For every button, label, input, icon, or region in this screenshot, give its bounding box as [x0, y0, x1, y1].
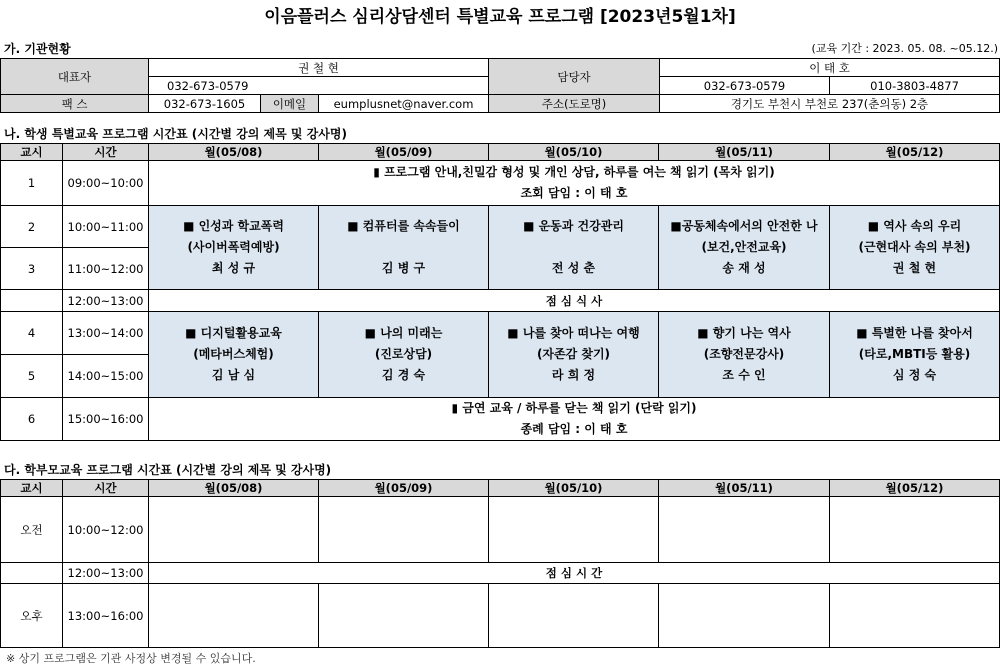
- pm-label: 오후: [1, 584, 63, 648]
- col-header: 월(05/08): [149, 144, 319, 161]
- col-header: 월(05/12): [830, 480, 1000, 497]
- closing-title: ▮ 금연 교육 / 하루를 닫는 책 읽기 (단락 읽기): [451, 401, 697, 415]
- time-slot: 15:00~16:00: [63, 398, 149, 441]
- education-period: (교육 기간 : 2023. 05. 08. ~05.12.): [811, 42, 998, 55]
- lecture-cell: [830, 206, 1000, 290]
- lecture-teacher: 김 남 심: [211, 368, 256, 382]
- empty-cell: [319, 497, 489, 563]
- manager-phone: 032-673-0579: [660, 77, 830, 95]
- time-slot: 13:00~14:00: [63, 312, 149, 355]
- empty-cell: [149, 584, 319, 648]
- fax-label: 팩 스: [1, 95, 149, 113]
- lecture-cell: [659, 312, 830, 398]
- col-header: 교시: [1, 144, 63, 161]
- col-header: 월(05/10): [489, 480, 659, 497]
- lecture-subtitle: (보건,안전교육): [701, 240, 787, 254]
- period-number: 3: [1, 248, 63, 290]
- empty-cell: [319, 584, 489, 648]
- rep-name: 권 철 현: [149, 59, 489, 77]
- lecture-subtitle: (메타버스체험): [193, 347, 274, 361]
- closing-teacher: 종례 담임 : 이 태 호: [520, 422, 628, 436]
- col-header: 월(05/12): [830, 144, 1000, 161]
- manager-mobile: 010-3803-4877: [830, 77, 1000, 95]
- lecture-cell: [489, 312, 659, 398]
- col-header: 월(05/11): [659, 480, 830, 497]
- manager-name: 이 태 호: [660, 59, 1000, 77]
- lunch-break: 점 심 식 사: [149, 290, 1000, 312]
- time-slot: 11:00~12:00: [63, 248, 149, 290]
- fax-number: 032-673-1605: [149, 95, 261, 113]
- col-header: 월(05/08): [149, 480, 319, 497]
- time-slot: 09:00~10:00: [63, 161, 149, 206]
- email-address: eumplusnet@naver.com: [319, 95, 489, 113]
- lecture-teacher: 권 철 현: [892, 261, 937, 275]
- lecture-title: ■ 컴퓨터를 속속들이: [347, 219, 460, 233]
- lecture-subtitle: (근현대사 속의 부천): [858, 240, 971, 254]
- rep-phone: 032-673-0579: [149, 77, 489, 95]
- period-number: 6: [1, 398, 63, 441]
- empty-cell: [659, 497, 830, 563]
- lecture-cell: [149, 206, 319, 290]
- empty-cell: [489, 497, 659, 563]
- student-schedule-table: [0, 143, 1000, 441]
- col-header: 월(05/09): [319, 144, 489, 161]
- lecture-cell: [149, 312, 319, 398]
- lecture-teacher: 조 수 인: [722, 368, 766, 382]
- col-header: 월(05/11): [659, 144, 830, 161]
- rep-label: 대표자: [1, 59, 149, 95]
- lecture-teacher: 전 성 춘: [551, 261, 596, 275]
- section-b-heading: 나. 학생 특별교육 프로그램 시간표 (시간별 강의 제목 및 강사명): [4, 127, 347, 141]
- time-slot: 13:00~16:00: [63, 584, 149, 648]
- col-header: 교시: [1, 480, 63, 497]
- lecture-subtitle: [489, 237, 658, 258]
- period-number: [1, 563, 63, 584]
- opening-title: ▮ 프로그램 안내,친밀감 형성 및 개인 상담, 하루를 여는 책 읽기 (목차 읽기): [373, 165, 775, 179]
- manager-label: 담당자: [489, 59, 660, 95]
- lecture-teacher: 김 경 숙: [381, 368, 426, 382]
- closing-session: [149, 398, 1000, 441]
- col-header: 시간: [63, 144, 149, 161]
- lecture-teacher: 심 정 숙: [892, 368, 937, 382]
- lecture-teacher: 라 희 정: [551, 368, 596, 382]
- empty-cell: [830, 584, 1000, 648]
- lecture-title: ■ 디지털활용교육: [185, 326, 282, 340]
- opening-teacher: 조회 담임 : 이 태 호: [520, 186, 628, 200]
- opening-session: [149, 161, 1000, 206]
- period-number: 2: [1, 206, 63, 248]
- lecture-subtitle: (타로,MBTI등 활용): [858, 347, 971, 361]
- lecture-subtitle: (진로상담): [374, 347, 433, 361]
- institution-info-table: [0, 58, 1000, 113]
- footer-note: ※ 상기 프로그램은 기관 사정상 변경될 수 있습니다.: [6, 652, 256, 665]
- time-slot: 12:00~13:00: [63, 563, 149, 584]
- section-a-heading: 가. 기관현황: [4, 42, 71, 56]
- lecture-subtitle: (자존감 찾기): [536, 347, 611, 361]
- page-title: 이음플러스 심리상담센터 특별교육 프로그램 [2023년5월1차]: [264, 7, 736, 27]
- lecture-teacher: 최 성 규: [211, 261, 256, 275]
- period-number: 5: [1, 355, 63, 398]
- lecture-teacher: 송 재 성: [722, 261, 766, 275]
- parent-schedule-table: [0, 479, 1000, 648]
- period-number: 4: [1, 312, 63, 355]
- address-label: 주소(도로명): [489, 95, 660, 113]
- lecture-title: ■ 특별한 나를 찾아서: [856, 326, 973, 340]
- time-slot: 10:00~11:00: [63, 206, 149, 248]
- address-value: 경기도 부천시 부천로 237(춘의동) 2층: [660, 95, 1000, 113]
- lunch-break: 점 심 시 간: [149, 563, 1000, 584]
- lecture-cell: [319, 206, 489, 290]
- lecture-subtitle: (조향전문강사): [703, 347, 785, 361]
- lecture-cell: [489, 206, 659, 290]
- time-slot: 12:00~13:00: [63, 290, 149, 312]
- lecture-title: ■ 운동과 건강관리: [523, 219, 624, 233]
- lecture-title: ■ 인성과 학교폭력: [183, 219, 284, 233]
- lecture-subtitle: (사이버폭력예방): [187, 240, 280, 254]
- lecture-cell: [830, 312, 1000, 398]
- lecture-title: ■ 나의 미래는: [364, 326, 443, 340]
- period-number: [1, 290, 63, 312]
- section-c-heading: 다. 학부모교육 프로그램 시간표 (시간별 강의 제목 및 강사명): [4, 463, 332, 477]
- time-slot: 14:00~15:00: [63, 355, 149, 398]
- col-header: 시간: [63, 480, 149, 497]
- lecture-subtitle: [319, 237, 488, 258]
- email-label: 이메일: [261, 95, 319, 113]
- lecture-title: ■ 나를 찾아 떠나는 여행: [507, 326, 640, 340]
- time-slot: 10:00~12:00: [63, 497, 149, 563]
- col-header: 월(05/10): [489, 144, 659, 161]
- col-header: 월(05/09): [319, 480, 489, 497]
- empty-cell: [489, 584, 659, 648]
- am-label: 오전: [1, 497, 63, 563]
- empty-cell: [149, 497, 319, 563]
- lecture-cell: [319, 312, 489, 398]
- lecture-title: ■ 역사 속의 우리: [867, 219, 962, 233]
- lecture-teacher: 김 병 구: [381, 261, 426, 275]
- lecture-title: ■공동체속에서의 안전한 나: [670, 219, 818, 233]
- empty-cell: [830, 497, 1000, 563]
- empty-cell: [659, 584, 830, 648]
- lecture-cell: [659, 206, 830, 290]
- period-number: 1: [1, 161, 63, 206]
- lecture-title: ■ 향기 나는 역사: [697, 326, 791, 340]
